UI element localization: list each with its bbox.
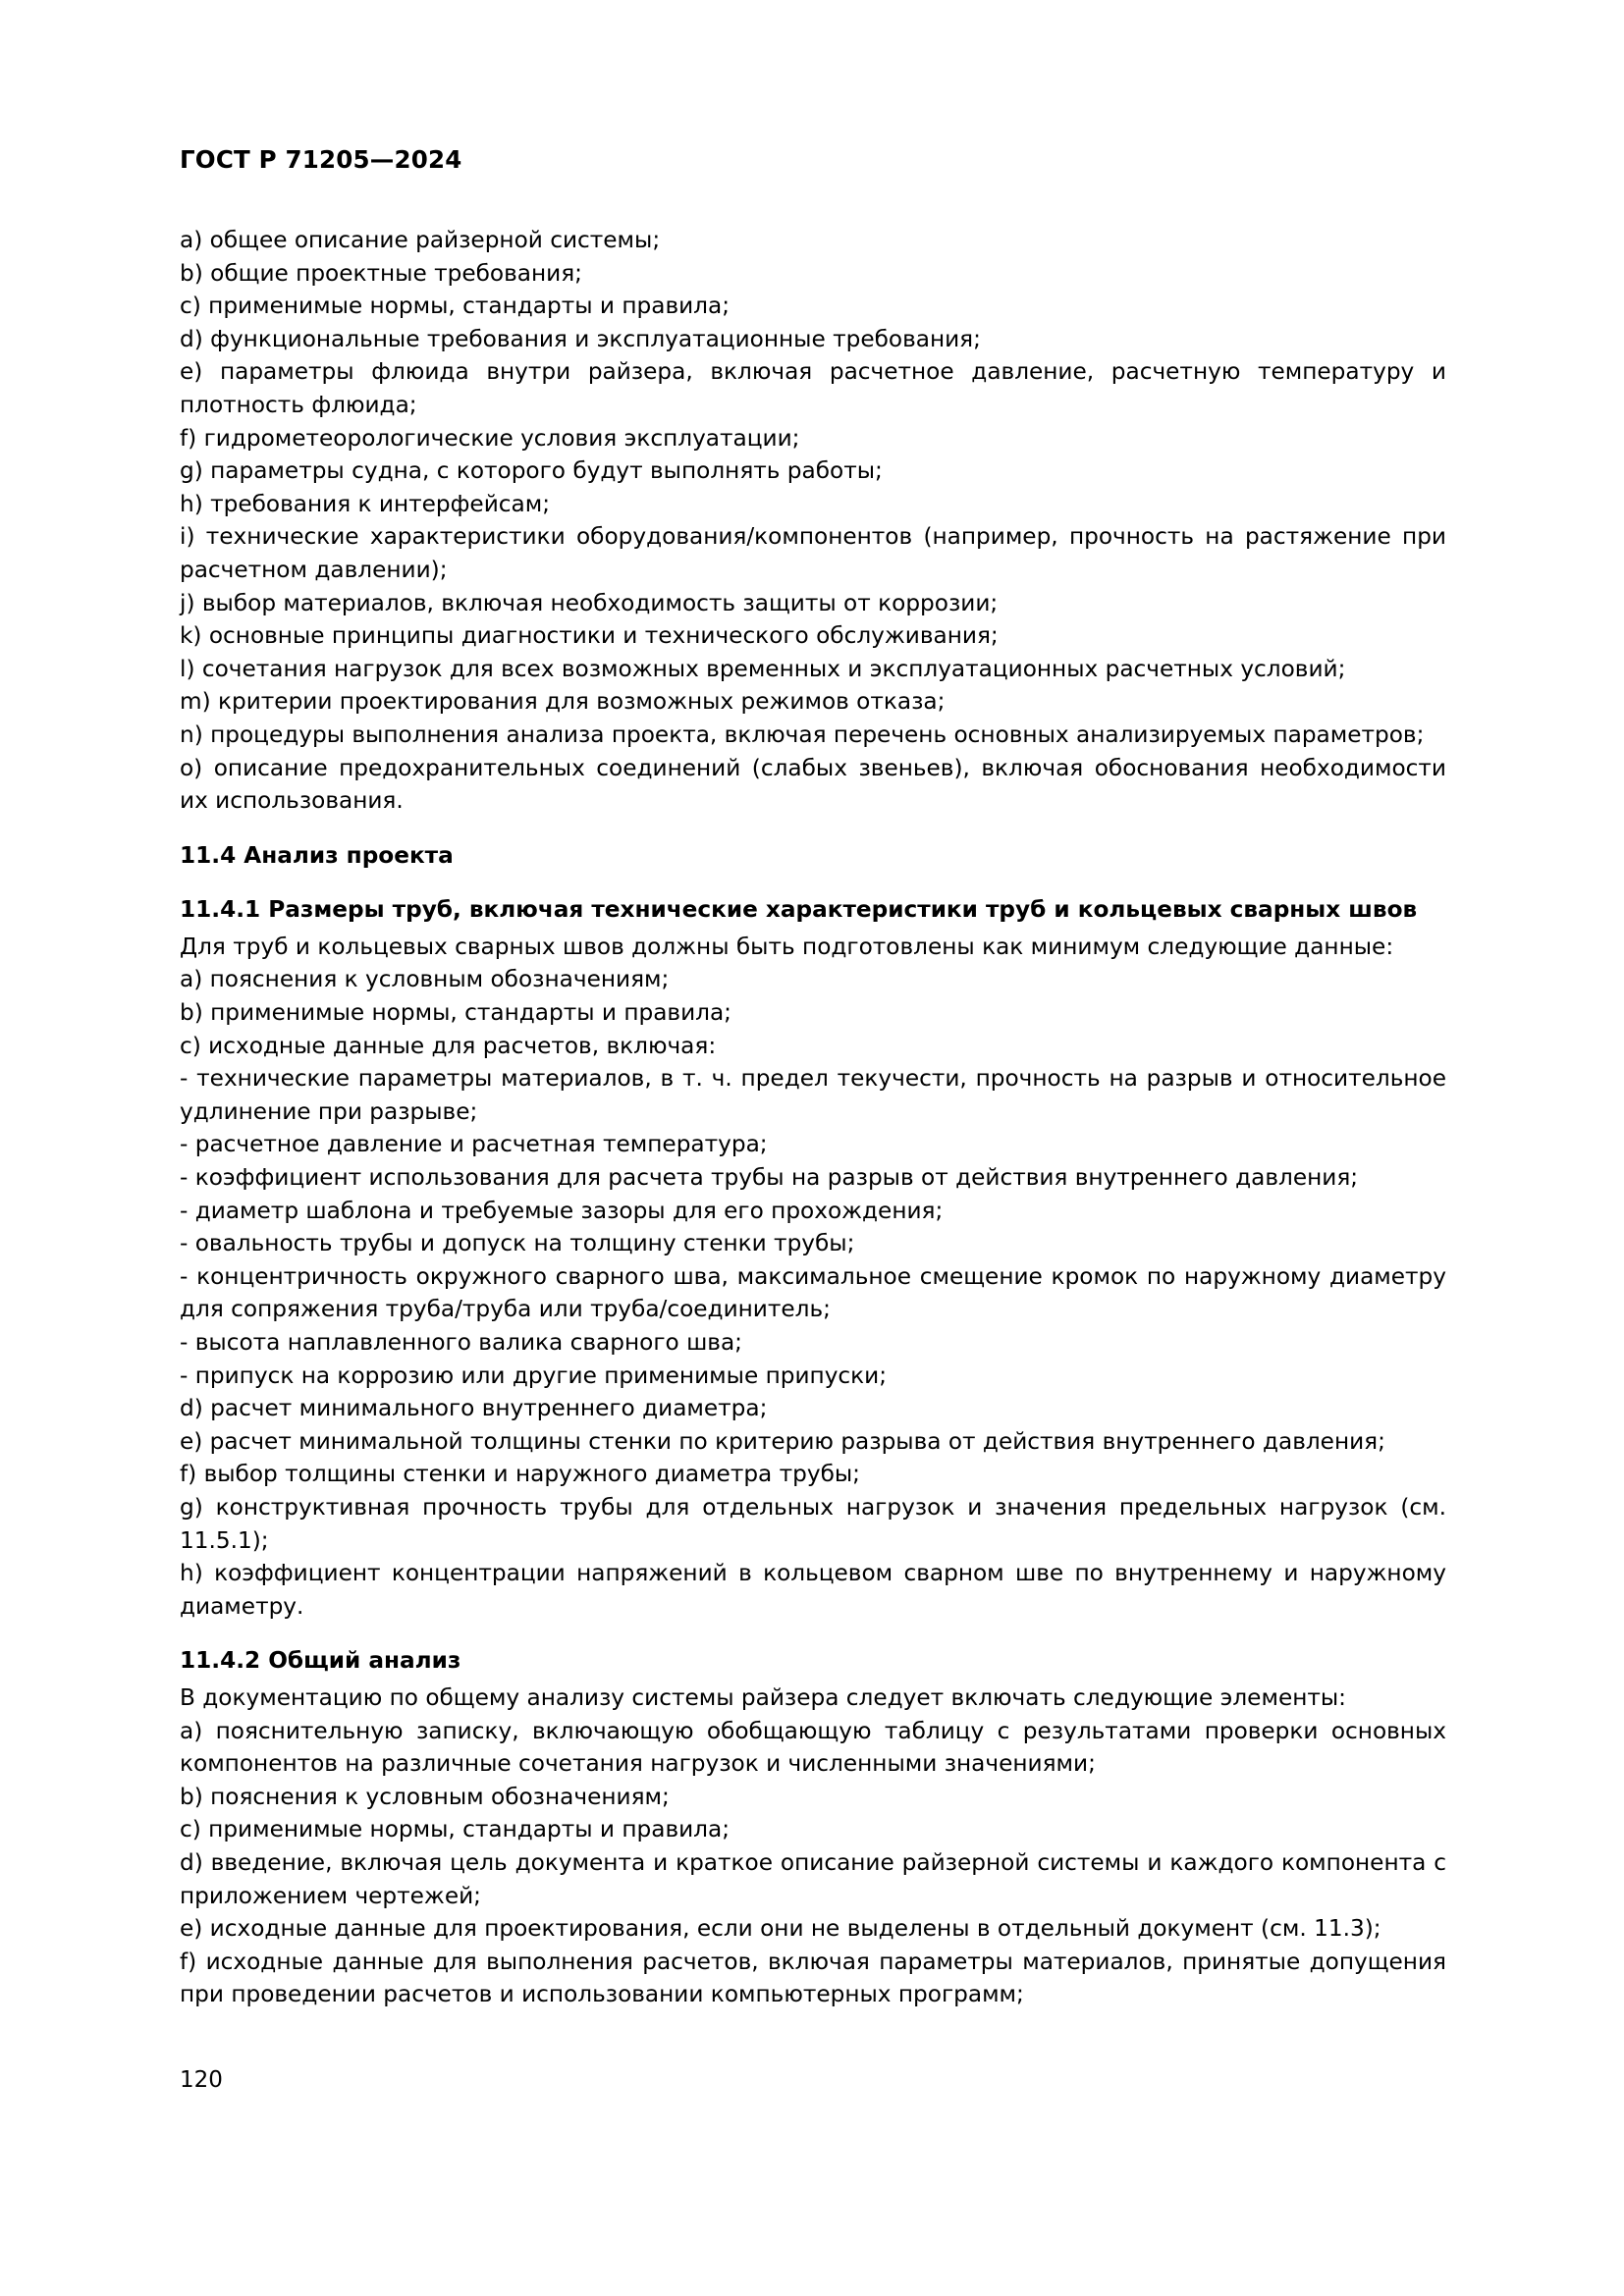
list-item: b) применимые нормы, стандарты и правила; [180, 999, 731, 1027]
page-header: ГОСТ Р 71205—2024 [180, 145, 462, 174]
list-item: g) параметры судна, с которого будут выполнять работы; [180, 457, 883, 485]
paragraph: Для труб и кольцевых сварных швов должны быть подготовлены как минимум следующие данные: [180, 933, 1394, 960]
list-item: - технические параметры материалов, в т. ч. предел текучести, прочность на разрыв и относительное удлинение при разрыве; [180, 1065, 1446, 1125]
page-number: 120 [180, 2067, 223, 2093]
list-item: m) критерии проектирования для возможных режимов отказа; [180, 688, 946, 716]
list-item: f) гидрометеорологические условия эксплуатации; [180, 424, 800, 452]
list-item: - припуск на коррозию или другие применимые припуски; [180, 1362, 888, 1389]
section-heading-11-4-2: 11.4.2 Общий анализ [180, 1647, 461, 1675]
list-item: k) основные принципы диагностики и технического обслуживания; [180, 622, 999, 650]
list-item: f) выбор толщины стенки и наружного диаметра трубы; [180, 1461, 860, 1488]
list-item: j) выбор материалов, включая необходимость защиты от коррозии; [180, 589, 999, 616]
list-item: a) пояснения к условным обозначениям; [180, 966, 670, 993]
list-item: e) исходные данные для проектирования, если они не выделены в отдельный документ (см. 11.3); [180, 1915, 1381, 1943]
list-item: c) применимые нормы, стандарты и правила; [180, 293, 731, 320]
list-item: - высота наплавленного валика сварного шва; [180, 1329, 742, 1356]
list-item: b) общие проектные требования; [180, 259, 582, 287]
list-item: i) технические характеристики оборудования/компонентов (например, прочность на растяжение при расчетном давлении); [180, 523, 1446, 583]
list-item: - коэффициент использования для расчета трубы на разрыв от действия внутреннего давления; [180, 1164, 1359, 1192]
list-item: a) общее описание райзерной системы; [180, 227, 661, 253]
list-item: d) функциональные требования и эксплуатационные требования; [180, 325, 981, 352]
list-item: - концентричность окружного сварного шва, максимальное смещение кромок по наружному диаметру для сопряжения труба/труба или труба/соединитель; [180, 1262, 1446, 1323]
list-item: d) расчет минимального внутреннего диаметра; [180, 1395, 768, 1422]
list-item: d) введение, включая цель документа и краткое описание райзерной системы и каждого компонента с приложением чертежей; [180, 1848, 1446, 1909]
section-heading-11-4: 11.4 Анализ проекта [180, 841, 454, 869]
document-body [180, 224, 1446, 2011]
list-item: - расчетное давление и расчетная температура; [180, 1131, 768, 1158]
list-item: c) применимые нормы, стандарты и правила; [180, 1816, 731, 1843]
list-item: h) коэффициент концентрации напряжений в кольцевом сварном шве по внутреннему и наружному диаметру. [180, 1560, 1446, 1620]
list-item: g) конструктивная прочность трубы для отдельных нагрузок и значения предельных нагрузок (см. 11.5.1); [180, 1493, 1446, 1554]
list-item: f) исходные данные для выполнения расчетов, включая параметры материалов, принятые допущения при проведении расчетов и использовании компьютерных программ; [180, 1948, 1446, 2008]
list-item: b) пояснения к условным обозначениям; [180, 1783, 670, 1810]
list-item: a) пояснительную записку, включающую обобщающую таблицу с результатами проверки основных компонентов на различные сочетания нагрузок и численными значениями; [180, 1717, 1446, 1778]
list-item: n) процедуры выполнения анализа проекта, включая перечень основных анализируемых параметров; [180, 721, 1425, 748]
list-item: l) сочетания нагрузок для всех возможных временных и эксплуатационных расчетных условий; [180, 655, 1346, 682]
list-item: - овальность трубы и допуск на толщину стенки трубы; [180, 1230, 855, 1257]
list-item: e) параметры флюида внутри райзера, включая расчетное давление, расчетную температуру и плотность флюида; [180, 358, 1446, 418]
paragraph: В документацию по общему анализу системы райзера следует включать следующие элементы: [180, 1683, 1346, 1711]
list-item: h) требования к интерфейсам; [180, 490, 551, 517]
list-item: - диаметр шаблона и требуемые зазоры для его прохождения; [180, 1197, 944, 1224]
list-item: o) описание предохранительных соединений (слабых звеньев), включая обоснования необходимости их использования. [180, 754, 1446, 815]
list-item: c) исходные данные для расчетов, включая: [180, 1032, 717, 1059]
section-heading-11-4-1: 11.4.1 Размеры труб, включая технические характеристики труб и кольцевых сварных швов [180, 896, 1418, 924]
list-item: e) расчет минимальной толщины стенки по критерию разрыва от действия внутреннего давления; [180, 1427, 1385, 1455]
